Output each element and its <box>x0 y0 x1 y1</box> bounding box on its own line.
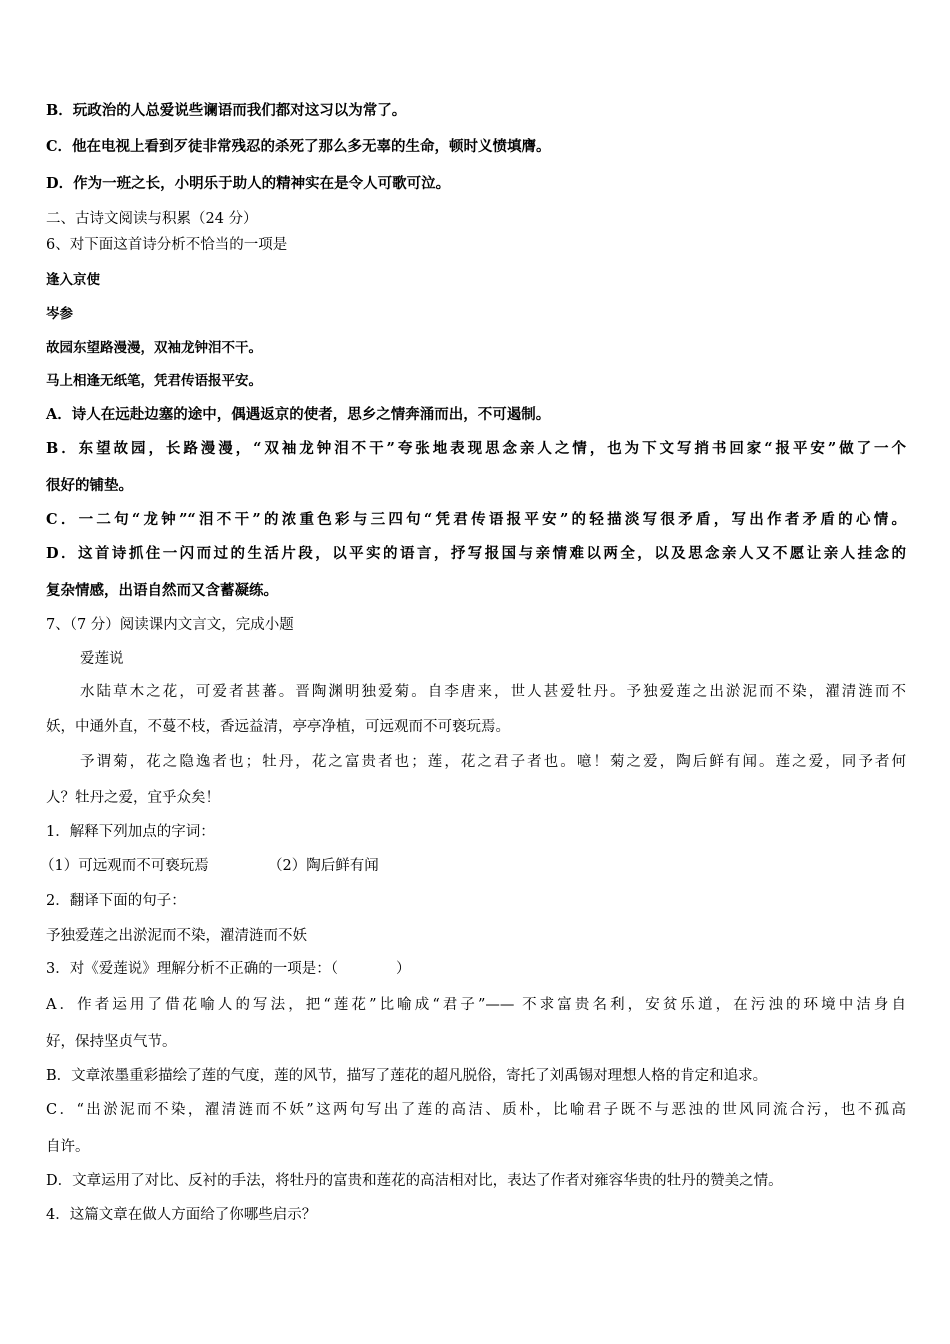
subq3-option-a-line2: 好，保持坚贞气节。 <box>46 1034 177 1050</box>
subq1: 1．解释下列加点的字词： <box>46 824 215 840</box>
subq3-option-b: B．文章浓墨重彩描绘了莲的气度，莲的风节，描写了莲花的超凡脱俗，寄托了刘禹锡对理想人格的肯定和追求。 <box>46 1068 768 1084</box>
poem-title: 逢入京使 <box>46 272 100 288</box>
q6-option-b-line1: B．东望故园，长路漫漫，“双袖龙钟泪不干”夸张地表现思念亲人之情，也为下文写捎书回家“报平安”做了一个 <box>46 440 906 457</box>
q6-option-d-line2: 复杂情感，出语自然而又含蓄凝练。 <box>46 582 278 599</box>
subq3-option-d: D．文章运用了对比、反衬的手法，将牡丹的富贵和莲花的高洁相对比，表达了作者对雍容华贵的牡丹的赞美之情。 <box>46 1173 783 1189</box>
poem-author: 岑参 <box>46 306 73 322</box>
q6-option-b-line2: 很好的铺垫。 <box>46 477 133 494</box>
q5-option-b: B．玩政治的人总爱说些谰语而我们都对这习以为常了。 <box>46 102 407 119</box>
subq4: 4．这篇文章在做人方面给了你哪些启示？ <box>46 1207 317 1223</box>
subq3-option-a-line1: A．作者运用了借花喻人的写法，把“莲花”比喻成“君子”—— 不求富贵名利，安贫乐道，在污浊的环境中洁身自 <box>46 997 906 1013</box>
poem-line-1: 故园东望路漫漫，双袖龙钟泪不干。 <box>46 340 262 356</box>
section-heading: 二、古诗文阅读与积累（24 分） <box>46 211 258 227</box>
q6-option-c: C．一二句“龙钟”“泪不干”的浓重色彩与三四句“凭君传语报平安”的轻描淡写很矛盾，写出作者矛盾的心情。 <box>46 511 906 528</box>
passage-p2-line1: 予谓菊，花之隐逸者也；牡丹，花之富贵者也；莲，花之君子者也。噫！菊之爱，陶后鲜有闻。莲之爱，同予者何 <box>80 754 906 770</box>
subq2: 2．翻译下面的句子： <box>46 893 186 909</box>
subq1-item2: （2）陶后鲜有闻 <box>268 858 379 874</box>
subq1-item1: （1）可远观而不可亵玩焉 <box>40 858 209 874</box>
q6-stem: 6、对下面这首诗分析不恰当的一项是 <box>46 237 288 253</box>
passage-p1-line2: 妖，中通外直，不蔓不枝，香远益清，亭亭净植，可远观而不可亵玩焉。 <box>46 719 510 735</box>
q6-option-d-line1: D．这首诗抓住一闪而过的生活片段，以平实的语言，抒写报国与亲情难以两全，以及思念亲人又不愿让亲人挂念的 <box>46 545 906 562</box>
q6-option-a: A．诗人在远赴边塞的途中，偶遇返京的使者，思乡之情奔涌而出，不可遏制。 <box>46 406 551 423</box>
subq2-sentence: 予独爱莲之出淤泥而不染，濯清涟而不妖 <box>46 928 307 944</box>
q5-option-d: D．作为一班之长，小明乐于助人的精神实在是令人可歌可泣。 <box>46 175 451 192</box>
passage-p1-line1: 水陆草木之花，可爱者甚蕃。晋陶渊明独爱菊。自李唐来，世人甚爱牡丹。予独爱莲之出淤泥而不染，濯清涟而不 <box>80 684 906 700</box>
subq3-option-c-line1: C．“出淤泥而不染，濯清涟而不妖”这两句写出了莲的高洁、质朴，比喻君子既不与恶浊的世风同流合污，也不孤高 <box>46 1102 906 1118</box>
subq3-option-c-line2: 自许。 <box>46 1139 90 1155</box>
q7-stem: 7、（7 分）阅读课内文言文，完成小题 <box>46 617 294 633</box>
passage-title: 爱莲说 <box>80 651 124 667</box>
passage-p2-line2: 人？牡丹之爱，宜乎众矣！ <box>46 790 220 806</box>
q5-option-c: C．他在电视上看到歹徒非常残忍的杀死了那么多无辜的生命，顿时义愤填膺。 <box>46 138 551 155</box>
poem-line-2: 马上相逢无纸笔，凭君传语报平安。 <box>46 373 262 389</box>
subq3: 3．对《爱莲说》理解分析不正确的一项是：（ ） <box>46 961 411 977</box>
